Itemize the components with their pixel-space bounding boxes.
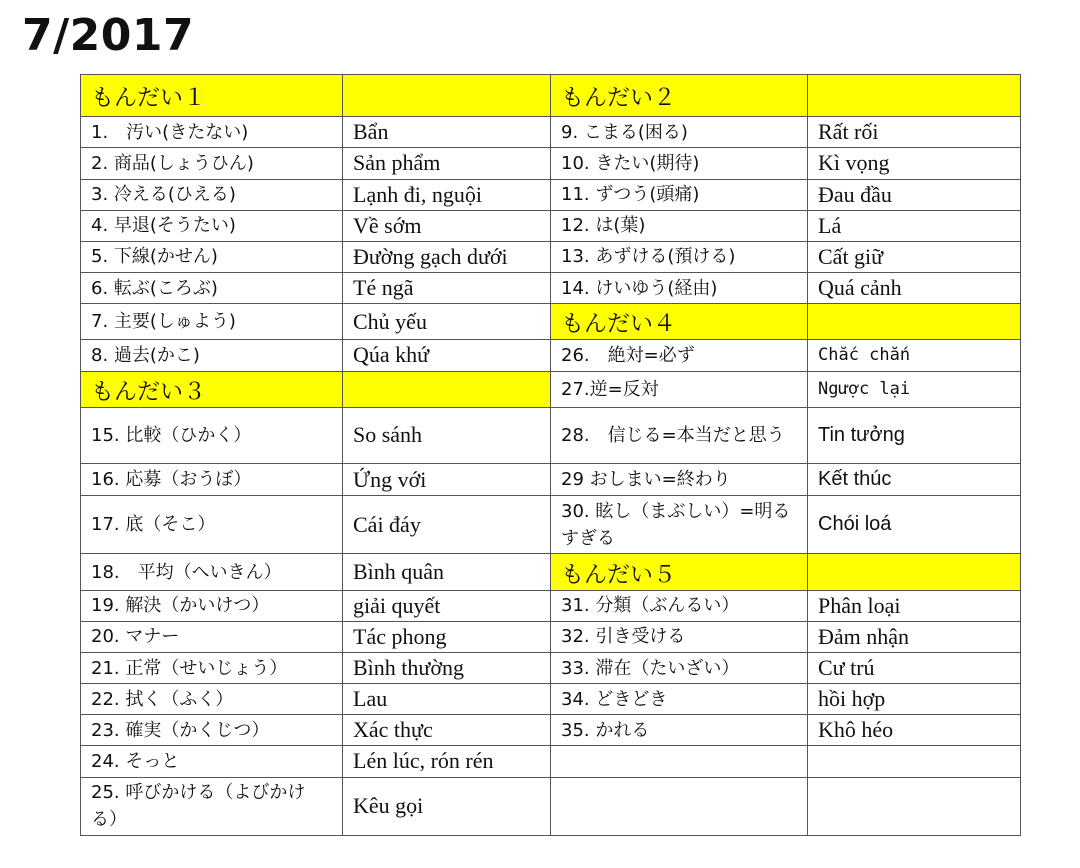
- table-row: [81, 715, 1021, 746]
- word-jp: 21. 正常（せいじょう）: [81, 652, 343, 683]
- section-header-3: もんだい３: [81, 371, 343, 407]
- table-row: [81, 179, 1021, 210]
- word-jp: 18. 平均（へいきん）: [81, 554, 343, 590]
- word-vi: Lá: [808, 210, 1021, 241]
- word-vi: Ứng với: [343, 463, 551, 495]
- word-vi: Về sớm: [343, 210, 551, 241]
- table-row: [81, 241, 1021, 272]
- word-vi: Sản phẩm: [343, 148, 551, 179]
- word-jp: 30. 眩し（まぶしい）=明るすぎる: [551, 496, 808, 554]
- word-jp: 14. けいゆう(経由): [551, 273, 808, 304]
- word-jp: 10. きたい(期待): [551, 148, 808, 179]
- word-jp: 7. 主要(しゅよう): [81, 304, 343, 340]
- table-row: [81, 496, 1021, 554]
- word-jp: 17. 底（そこ）: [81, 496, 343, 554]
- word-vi: So sánh: [343, 407, 551, 463]
- empty-cell: [808, 746, 1021, 777]
- section-header-blank: [808, 304, 1021, 340]
- word-jp: 34. どきどき: [551, 684, 808, 715]
- table-row: [81, 684, 1021, 715]
- word-jp: 5. 下線(かせん): [81, 241, 343, 272]
- word-vi: Bình thường: [343, 652, 551, 683]
- word-vi: Xác thực: [343, 715, 551, 746]
- empty-cell: [808, 777, 1021, 835]
- word-vi: Bẩn: [343, 117, 551, 148]
- section-header-blank: [343, 75, 551, 117]
- word-jp: 26. 絶対=必ず: [551, 340, 808, 371]
- word-jp: 16. 応募（おうぼ）: [81, 463, 343, 495]
- word-vi: Tác phong: [343, 621, 551, 652]
- word-jp: 4. 早退(そうたい): [81, 210, 343, 241]
- section-header-blank: [808, 75, 1021, 117]
- word-jp: 22. 拭く（ふく）: [81, 684, 343, 715]
- table-row: [81, 210, 1021, 241]
- section-header-4: もんだい４: [551, 304, 808, 340]
- word-vi: Chủ yếu: [343, 304, 551, 340]
- table-row: [81, 273, 1021, 304]
- word-jp: 28. 信じる=本当だと思う: [551, 407, 808, 463]
- empty-cell: [551, 746, 808, 777]
- word-vi: Cư trú: [808, 652, 1021, 683]
- word-vi: Lau: [343, 684, 551, 715]
- section-header-blank: [343, 371, 551, 407]
- table-row: [81, 117, 1021, 148]
- word-vi: Phân loại: [808, 590, 1021, 621]
- table-row: [81, 75, 1021, 117]
- section-header-5: もんだい５: [551, 554, 808, 590]
- word-vi: Cất giữ: [808, 241, 1021, 272]
- word-jp: 6. 転ぶ(ころぶ): [81, 273, 343, 304]
- word-jp: 19. 解決（かいけつ）: [81, 590, 343, 621]
- word-jp: 1. 汚い(きたない): [81, 117, 343, 148]
- word-jp: 8. 過去(かこ): [81, 340, 343, 371]
- word-vi: Kết thúc: [808, 463, 1021, 495]
- section-header-blank: [808, 554, 1021, 590]
- word-jp: 35. かれる: [551, 715, 808, 746]
- word-jp: 20. マナー: [81, 621, 343, 652]
- word-jp: 32. 引き受ける: [551, 621, 808, 652]
- word-jp: 29 おしまい=終わり: [551, 463, 808, 495]
- word-vi: Qúa khứ: [343, 340, 551, 371]
- word-vi: Đau đầu: [808, 179, 1021, 210]
- word-jp: 3. 冷える(ひえる): [81, 179, 343, 210]
- word-jp: 9. こまる(困る): [551, 117, 808, 148]
- word-vi: Té ngã: [343, 273, 551, 304]
- word-jp: 33. 滞在（たいざい）: [551, 652, 808, 683]
- table-row: [81, 340, 1021, 371]
- word-vi: Đường gạch dưới: [343, 241, 551, 272]
- section-header-1: もんだい１: [81, 75, 343, 117]
- word-jp: 2. 商品(しょうひん): [81, 148, 343, 179]
- table-row: [81, 463, 1021, 495]
- table-row: [81, 554, 1021, 590]
- word-vi: Bình quân: [343, 554, 551, 590]
- word-jp: 11. ずつう(頭痛): [551, 179, 808, 210]
- table-row: [81, 590, 1021, 621]
- section-header-2: もんだい２: [551, 75, 808, 117]
- table-row: [81, 652, 1021, 683]
- word-vi: Kì vọng: [808, 148, 1021, 179]
- word-vi: Cái đáy: [343, 496, 551, 554]
- empty-cell: [551, 777, 808, 835]
- word-vi: Tin tưởng: [808, 407, 1021, 463]
- table-row: [81, 371, 1021, 407]
- table-row: [81, 746, 1021, 777]
- word-jp: 15. 比較（ひかく）: [81, 407, 343, 463]
- word-vi: Đảm nhận: [808, 621, 1021, 652]
- word-jp: 23. 確実（かくじつ）: [81, 715, 343, 746]
- word-vi: Chói loá: [808, 496, 1021, 554]
- page-title: 7/2017: [22, 10, 195, 61]
- word-jp: 25. 呼びかける（よびかける）: [81, 777, 343, 835]
- word-vi: hồi hợp: [808, 684, 1021, 715]
- word-jp: 27.逆=反対: [551, 371, 808, 407]
- table-row: [81, 407, 1021, 463]
- word-jp: 24. そっと: [81, 746, 343, 777]
- word-vi: Lén lúc, rón rén: [343, 746, 551, 777]
- word-vi: Kêu gọi: [343, 777, 551, 835]
- vocabulary-table: [80, 74, 1021, 836]
- table-row: [81, 304, 1021, 340]
- word-jp: 12. は(葉): [551, 210, 808, 241]
- word-vi: Quá cảnh: [808, 273, 1021, 304]
- table-row: [81, 148, 1021, 179]
- word-vi: Lạnh đi, nguội: [343, 179, 551, 210]
- table-row: [81, 621, 1021, 652]
- word-vi: Chắc chắn: [808, 340, 1021, 371]
- word-jp: 13. あずける(預ける): [551, 241, 808, 272]
- word-jp: 31. 分類（ぶんるい）: [551, 590, 808, 621]
- table-row: [81, 777, 1021, 835]
- word-vi: giải quyết: [343, 590, 551, 621]
- word-vi: Khô héo: [808, 715, 1021, 746]
- word-vi: Rất rối: [808, 117, 1021, 148]
- word-vi: Ngược lại: [808, 371, 1021, 407]
